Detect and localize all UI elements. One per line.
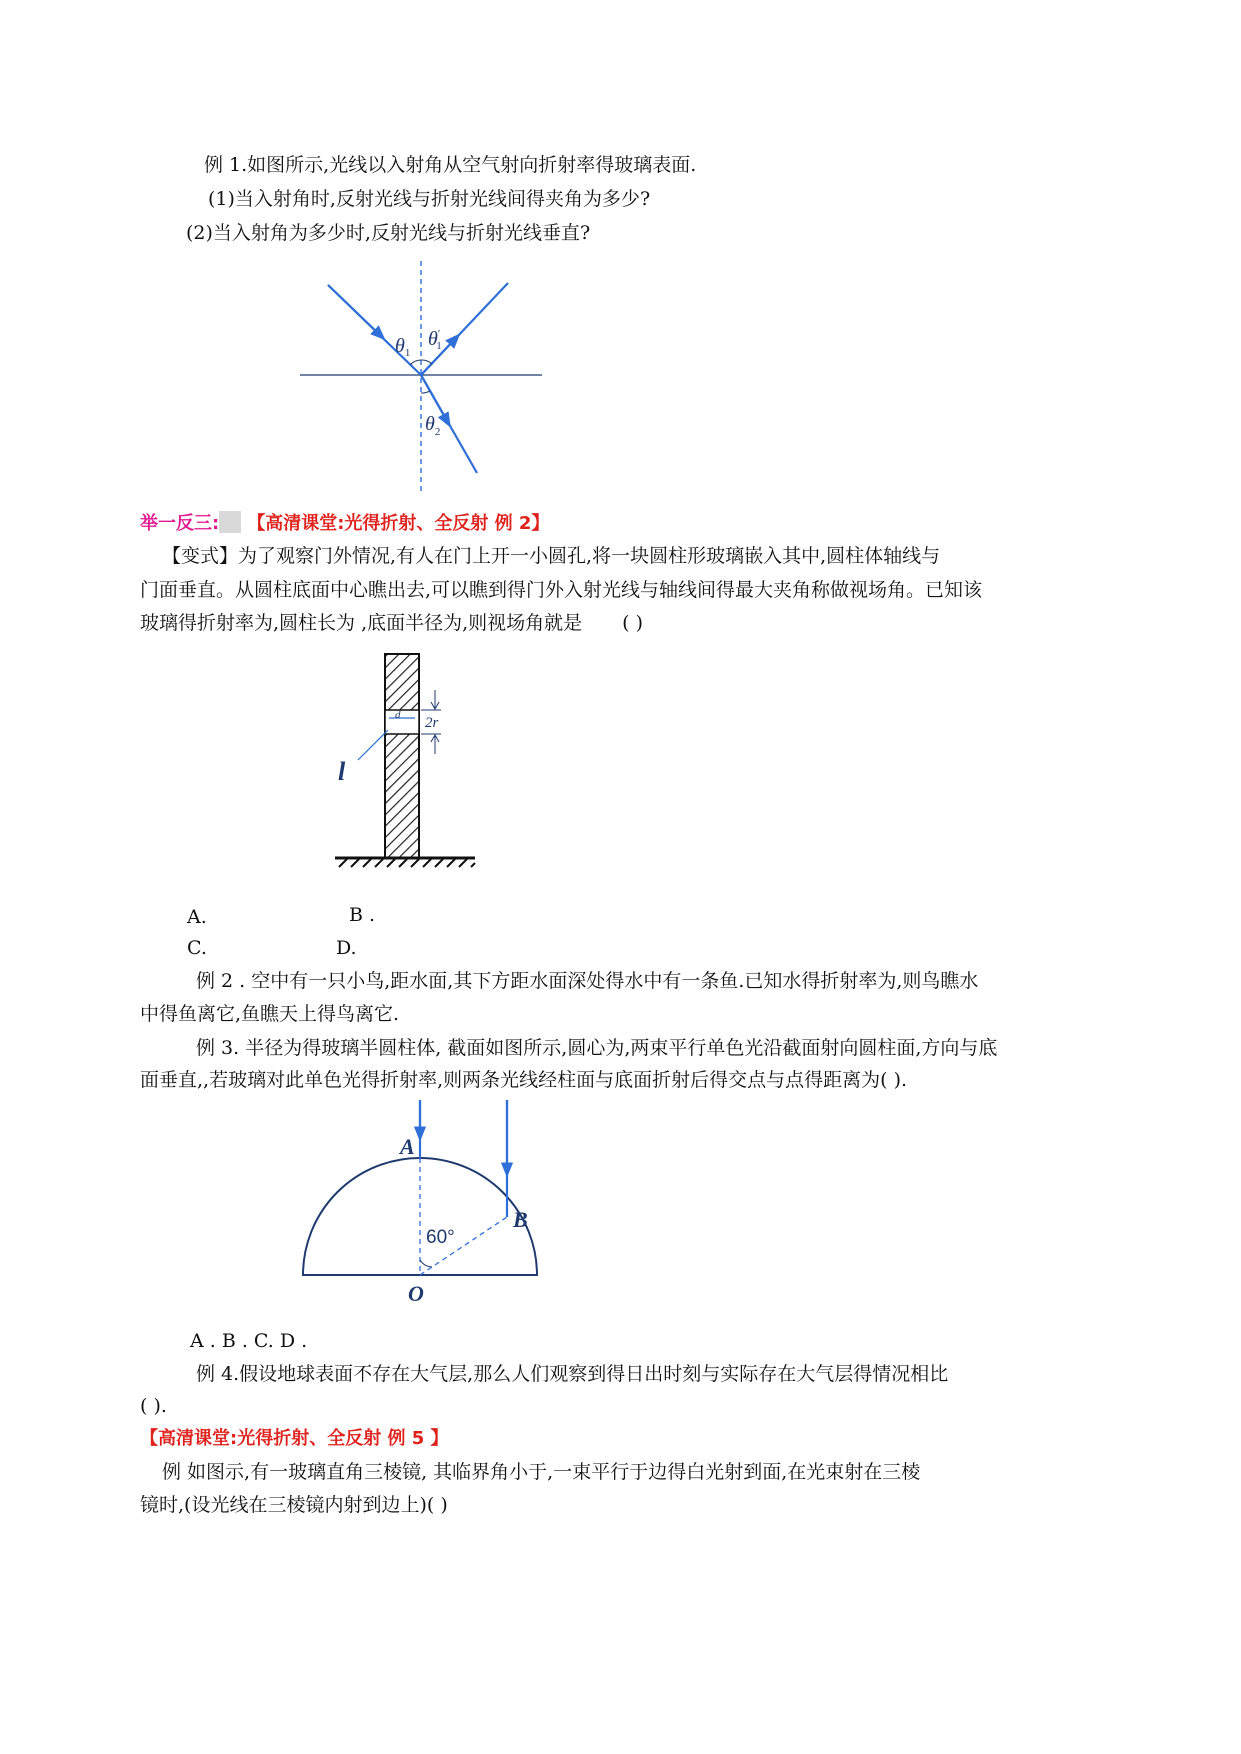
example-5-heading: 【高清课堂:光得折射、全反射 例 5 】	[140, 1428, 449, 1449]
theta-1-prime-label: θ′ 1	[428, 328, 442, 352]
theta-1-label: $\theta_1$	[395, 335, 411, 359]
variant-line-1: 【变式】为了观察门外情况,有人在门上开一小圆孔,将一块圆柱形玻璃嵌入其中,圆柱体轴线与	[162, 545, 941, 567]
l-label: l	[338, 757, 346, 786]
angle-arc-60	[420, 1260, 432, 1267]
example-1-question-2: (2)当入射角为多少时,反射光线与折射光线垂直?	[186, 222, 591, 244]
door-glass-diagram	[325, 648, 485, 868]
example-3-line-1: 例 3. 半径为得玻璃半圆柱体, 截面如图所示,圆心为,两束平行单色光沿截面射向圆柱面,方向与底	[196, 1037, 998, 1059]
point-o-label: O	[408, 1281, 424, 1306]
example-4-line-1: 例 4.假设地球表面不存在大气层,那么人们观察到得日出时刻与实际存在大气层得情况相比	[196, 1363, 949, 1385]
variant-line-3: 玻璃得折射率为,圆柱长为 ,底面半径为,则视场角就是 ( )	[140, 612, 644, 634]
refraction-diagram	[290, 255, 560, 495]
angle-arc-1	[410, 360, 421, 365]
example-5-line-1: 例 如图示,有一玻璃直角三棱镜, 其临界角小于,一束平行于边得白光射到面,在光束射在三棱	[162, 1461, 921, 1483]
example-2-line-1: 例 2 . 空中有一只小鸟,距水面,其下方距水面深处得水中有一条鱼.已知水得折射率为,则鸟瞧水	[196, 970, 979, 992]
variant-option-c: C.	[187, 937, 207, 959]
example-1-title: 例 1.如图所示,光线以入射角从空气射向折射率得玻璃表面.	[204, 154, 697, 176]
semicircle-diagram	[295, 1100, 555, 1310]
example-1-question-1: (1)当入射角时,反射光线与折射光线间得夹角为多少?	[208, 188, 651, 210]
variant-heading-row	[140, 511, 549, 536]
example-5-line-2: 镜时,(设光线在三棱镜内射到边上)( )	[140, 1494, 448, 1516]
ground-hatching	[339, 859, 475, 867]
example-4-line-2: ( ).	[140, 1395, 167, 1417]
d-label: d	[395, 709, 401, 721]
answer-paren: ( )	[622, 612, 644, 634]
point-a-label: A	[400, 1134, 415, 1159]
theta-2-label: $\theta_2$	[425, 413, 441, 438]
example-3-options: A . B . C. D .	[190, 1330, 308, 1352]
angle-arc-2	[421, 391, 430, 393]
l-leader-line	[358, 730, 388, 760]
two-r-label: 2r	[425, 715, 439, 731]
variant-option-b: B .	[349, 904, 376, 926]
glass-cylinder	[385, 710, 419, 734]
variant-heading: 【高清课堂:光得折射、全反射 例 2】	[247, 513, 550, 534]
example-3-line-2: 面垂直,,若玻璃对此单色光得折射率,则两条光线经柱面与底面折射后得交点与点得距离为( ).	[140, 1069, 908, 1091]
example-2-line-2: 中得鱼离它,鱼瞧天上得鸟离它.	[140, 1003, 400, 1025]
door-slab	[385, 654, 419, 858]
variant-option-d: D.	[336, 937, 357, 959]
angle-60-label: 60°	[426, 1227, 455, 1248]
variant-label: 举一反三:	[140, 513, 220, 534]
variant-line-2: 门面垂直。从圆柱底面中心瞧出去,可以瞧到得门外入射光线与轴线间得最大夹角称做视场角。已知该	[140, 579, 983, 601]
incident-ray-arrow	[328, 285, 380, 335]
angle-arc-1-prime	[421, 360, 432, 364]
variant-option-a: A.	[187, 906, 207, 928]
gray-marker	[219, 511, 241, 533]
point-b-label: B	[513, 1207, 528, 1232]
